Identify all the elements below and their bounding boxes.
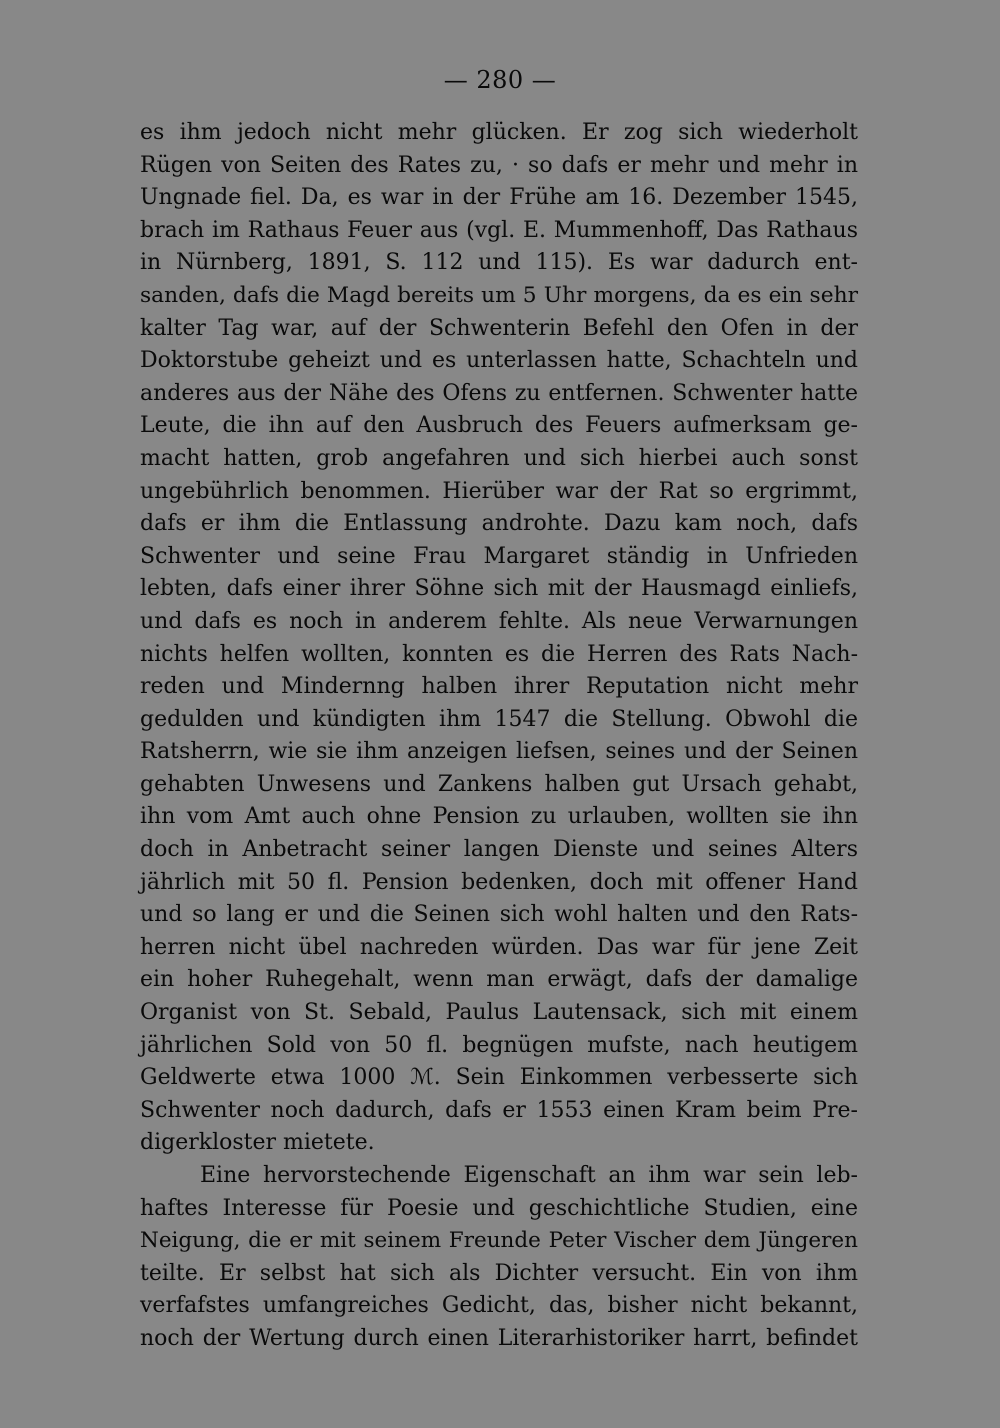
text-line: verfafstes umfangreiches Gedicht, das, bisher nicht bekannt, xyxy=(140,1293,858,1319)
text-line: und so lang er und die Seinen sich wohl halten und den Rats- xyxy=(140,902,858,928)
text-line: Doktorstube geheizt und es unterlassen hatte, Schachteln und xyxy=(140,348,858,374)
text-line: Leute, die ihn auf den Ausbruch des Feuers aufmerksam ge- xyxy=(140,413,858,439)
text-line: Ratsherrn, wie sie ihm anzeigen liefsen, seines und der Seinen xyxy=(140,739,858,765)
text-line: es ihm jedoch nicht mehr glücken. Er zog sich wiederholt xyxy=(140,120,858,145)
text-line: jährlich mit 50 fl. Pension bedenken, doch mit offener Hand xyxy=(140,869,858,895)
text-line: Schwenter noch dadurch, dafs er 1553 einen Kram beim Pre- xyxy=(140,1097,858,1123)
text-line: gedulden und kündigten ihm 1547 die Stellung. Obwohl die xyxy=(140,706,858,732)
text-line: reden und Mindernng halben ihrer Reputation nicht mehr xyxy=(140,674,858,700)
text-line: jährlichen Sold von 50 fl. begnügen mufste, nach heutigem xyxy=(140,1032,858,1058)
text-line: Schwenter und seine Frau Margaret ständig in Unfrieden xyxy=(140,543,858,569)
text-line: Rügen von Seiten des Rates zu, · so dafs er mehr und mehr in xyxy=(140,152,858,178)
text-line: Geldwerte etwa 1000 ℳ. Sein Einkommen verbesserte sich xyxy=(140,1065,858,1091)
text-line: lebten, dafs einer ihrer Söhne sich mit der Hausmagd einliefs, xyxy=(140,576,858,602)
text-line: sanden, dafs die Magd bereits um 5 Uhr morgens, da es ein sehr xyxy=(140,282,858,308)
text-line: anderes aus der Nähe des Ofens zu entfernen. Schwenter hatte xyxy=(140,380,858,406)
text-line: kalter Tag war, auf der Schwenterin Befehl den Ofen in der xyxy=(140,315,858,341)
text-line: teilte. Er selbst hat sich als Dichter versucht. Ein von ihm xyxy=(140,1260,858,1286)
text-line: ihn vom Amt auch ohne Pension zu urlauben, wollten sie ihn xyxy=(140,804,858,830)
text-line: haftes Interesse für Poesie und geschichtliche Studien, eine xyxy=(140,1195,858,1221)
text-line: macht hatten, grob angefahren und sich hierbei auch sonst xyxy=(140,445,858,471)
text-line: ein hoher Ruhegehalt, wenn man erwägt, dafs der damalige xyxy=(140,967,858,993)
text-line: und dafs es noch in anderem fehlte. Als neue Verwarnungen xyxy=(140,608,858,634)
text-line: noch der Wertung durch einen Literarhistoriker harrt, befindet xyxy=(140,1325,858,1351)
paragraph-end-line: digerkloster mietete. xyxy=(140,1130,375,1156)
page-number: — 280 — xyxy=(443,66,557,94)
text-line: in Nürnberg, 1891, S. 112 und 115). Es war dadurch ent- xyxy=(140,250,858,276)
text-line: Ungnade fiel. Da, es war in der Frühe am 16. Dezember 1545, xyxy=(140,185,858,211)
text-line: herren nicht übel nachreden würden. Das war für jene Zeit xyxy=(140,934,858,960)
text-line: gehabten Unwesens und Zankens halben gut Ursach gehabt, xyxy=(140,771,858,797)
text-line: Neigung, die er mit seinem Freunde Peter Vischer dem Jüngeren xyxy=(140,1228,858,1254)
text-line: brach im Rathaus Feuer aus (vgl. E. Mummenhoff, Das Rathaus xyxy=(140,217,858,243)
text-line: dafs er ihm die Entlassung androhte. Dazu kam noch, dafs xyxy=(140,511,858,537)
body-text xyxy=(140,117,858,1356)
text-line: ungebührlich benommen. Hierüber war der Rat so ergrimmt, xyxy=(140,478,858,504)
text-line: doch in Anbetracht seiner langen Dienste und seines Alters xyxy=(140,837,858,863)
text-line: nichts helfen wollten, konnten es die Herren des Rats Nach- xyxy=(140,641,858,667)
paragraph-start-line: Eine hervorstechende Eigenschaft an ihm war sein leb- xyxy=(200,1163,858,1188)
text-line: Organist von St. Sebald, Paulus Lautensack, sich mit einem xyxy=(140,1000,858,1026)
